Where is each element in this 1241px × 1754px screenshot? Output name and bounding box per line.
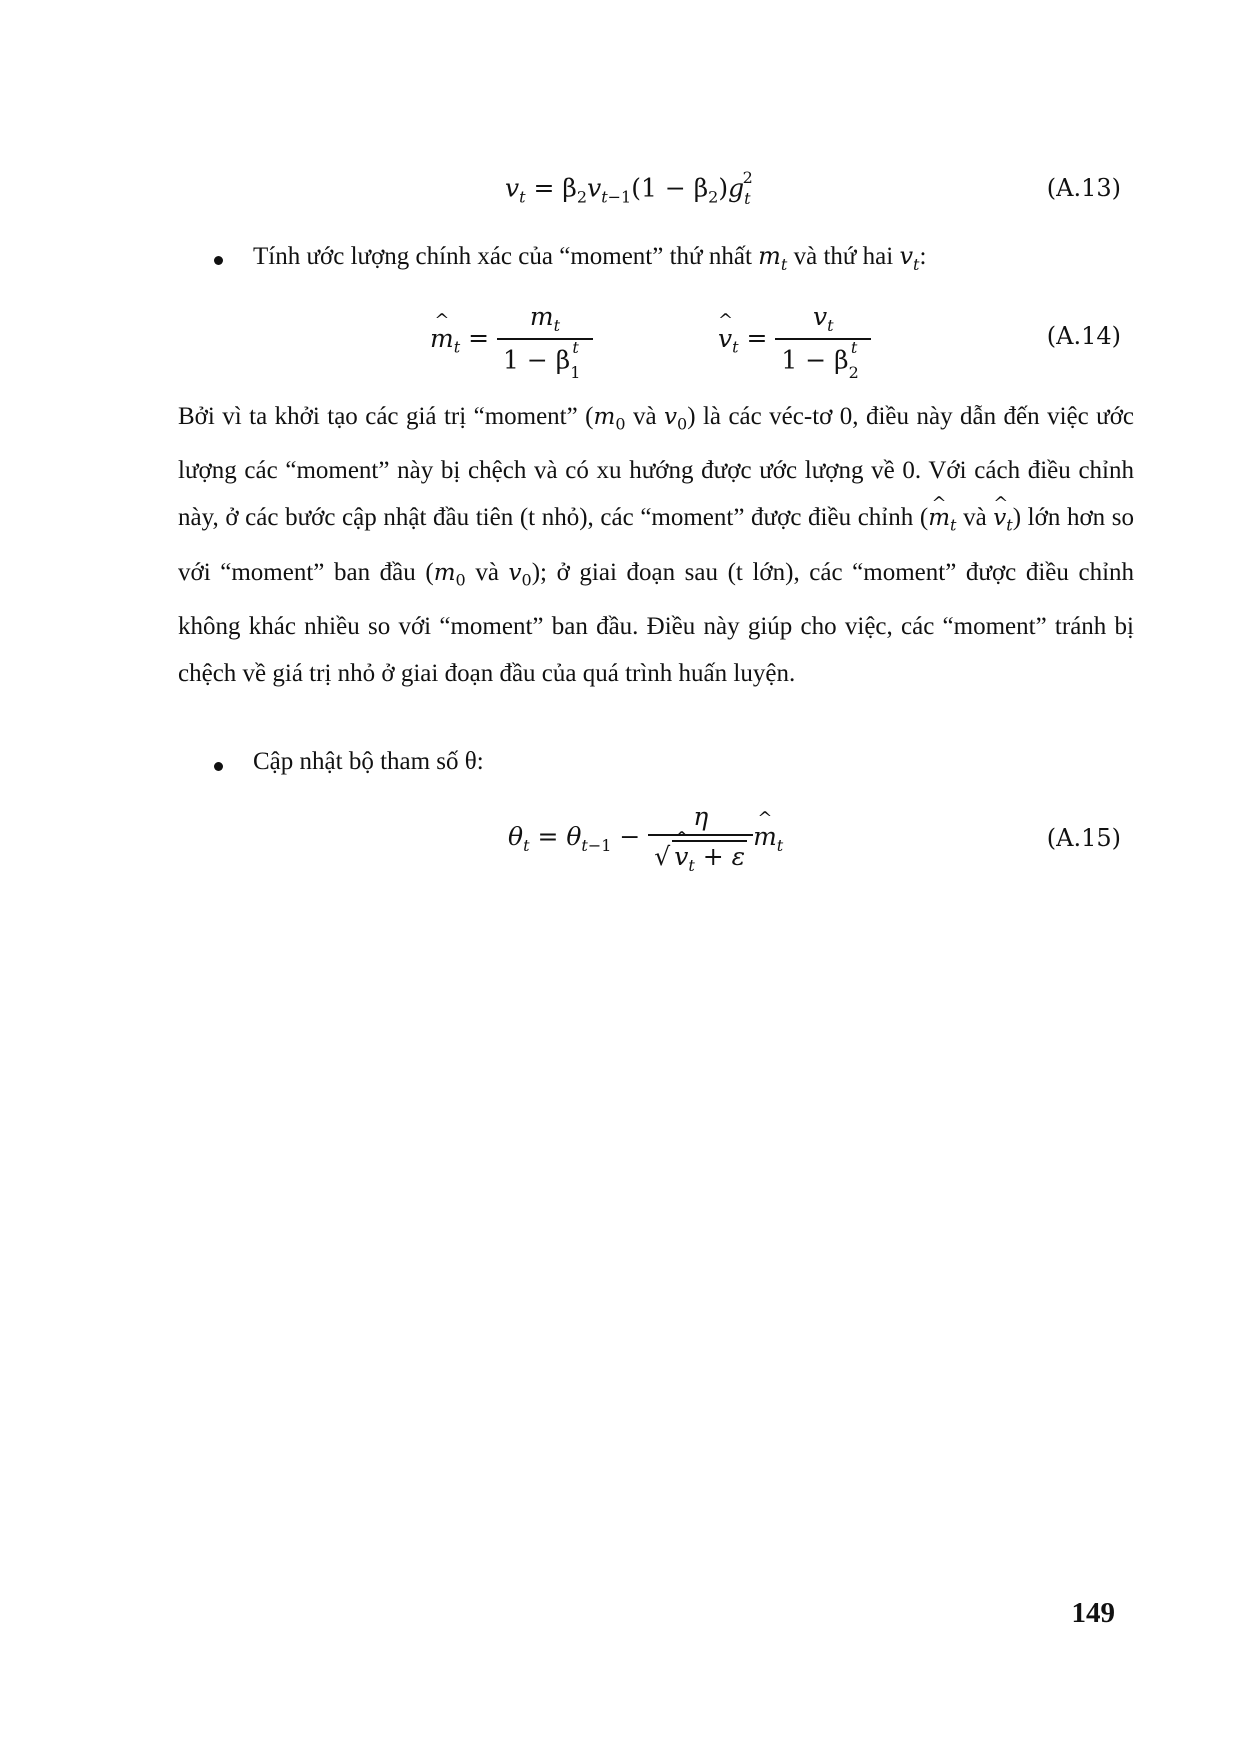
- equation-a15: [0, 800, 1241, 890]
- equation-a13-formula: $v_t = \beta_2v_{t-1}(1 - \beta_2)g_t^2$: [505, 168, 753, 209]
- page-number: 149: [1071, 1597, 1115, 1629]
- equation-a14-number: (A.14): [1046, 322, 1121, 350]
- bullet-icon: [214, 256, 223, 265]
- bullet-item-text: Tính ước lượng chính xác của “moment” thứ nhất $m_t$ và thứ hai $v_t$:: [253, 242, 927, 274]
- explanation-paragraph: Bởi vì ta khởi tạo các giá trị “moment” ($m_0$ và $v_0$) là các véc-tơ 0, điều này dẫn đến việc ước lượng các “moment” này bị chệch và có xu hướng được ước lượng về 0. Với cách điều chỉnh này, ở các bước cập nhật đầu tiên (t nhỏ), các “moment” được điều chỉnh (^ $m_t$ và ^ $v_t$) lớn hơn so với “moment” ban đầu ($m_0$ và $v_0$); ở giai đoạn sau (t lớn), các “moment” được điều chỉnh không khác nhiều so với “moment” ban đầu. Điều này giúp cho việc, các “moment” tránh bị chệch về giá trị nhỏ ở giai đoạn đầu của quá trình huấn luyện.: [178, 394, 1134, 698]
- bullet-item-text: Cập nhật bộ tham số θ:: [253, 748, 484, 775]
- equation-a13-number: (A.13): [1046, 174, 1121, 202]
- bullet-icon: [214, 762, 223, 771]
- equation-a15-formula: $\theta_t = \theta_{t-1}$ − $\frac{\eta}{√\^{} v_t + \varepsilon}$ ^ $m_t$: [508, 802, 783, 875]
- bullet-item-estimate-moments: [0, 242, 1241, 282]
- equation-a14: [0, 300, 1241, 383]
- equation-a15-number: (A.15): [1046, 824, 1121, 852]
- equation-a14-vhat: ^ $v_t$ = $\frac{v_t}{1 - \beta_2^t}$: [718, 302, 871, 378]
- equation-a13: [0, 160, 1241, 220]
- equation-a14-mhat: ^ $m_t$ = $\frac{m_t}{1 - \beta_1^t}$: [430, 302, 593, 378]
- bullet-item-update-params: [0, 748, 1241, 788]
